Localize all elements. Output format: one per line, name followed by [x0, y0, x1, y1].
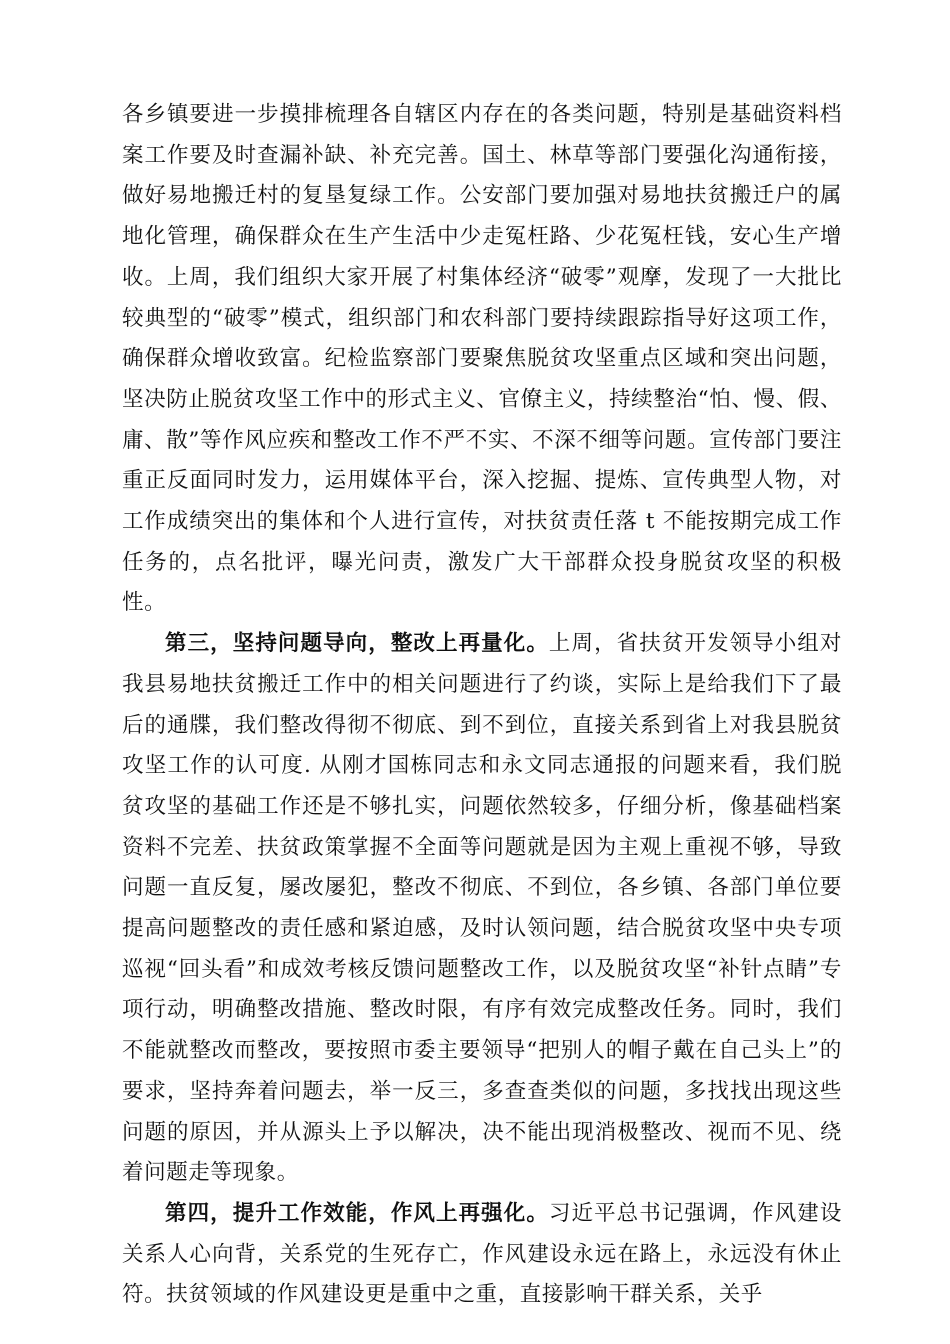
document-page	[122, 95, 842, 1316]
paragraph-point-four	[122, 1194, 842, 1316]
paragraph-continuation	[122, 95, 842, 624]
paragraph-heading: 第四，提升工作效能，作风上再强化。	[165, 1200, 549, 1226]
paragraph-text: 各乡镇要进一步摸排梳理各自辖区内存在的各类问题，特别是基础资料档案工作要及时查漏补缺、补充完善。国土、林草等部门要强化沟通衔接，做好易地搬迁村的复垦复绿工作。公安部门要加强对易地扶贫搬迁户的属地化管理，确保群众在生产生活中少走冤枉路、少花冤枉钱，安心生产增收。上周，我们组织大家开展了村集体经济“破零”观摩，发现了一大批比较典型的“破零”模式，组织部门和农科部门要持续跟踪指导好这项工作，确保群众增收致富。纪检监察部门要聚焦脱贫攻坚重点区域和突出问题，坚决防止脱贫攻坚工作中的形式主义、官僚主义，持续整治“怕、慢、假、庸、散”等作风应疾和整改工作不严不实、不深不细等问题。宣传部门要注重正反面同时发力，运用媒体平台，深入挖掘、提炼、宣传典型人物，对工作成绩突出的集体和个人进行宣传，对扶贫责任落 t 不能按期完成工作任务的，点名批评，曝光问责，激发广大干部群众投身脱贫攻坚的积极性。	[122, 102, 842, 616]
paragraph-text: 上周，省扶贫开发领导小组对我县易地扶贫搬迁工作中的相关问题进行了约谈，实际上是给我们下了最后的通牒，我们整改得彻不彻底、到不到位，直接关系到省上对我县脱贫攻坚工作的认可度. 从刚才国栋同志和永文同志通报的问题来看，我们脱贫攻坚的基础工作还是不够扎实，问题依然较多，仔细分析，像基础档案资料不完差、扶贫政策掌握不全面等问题就是因为主观上重视不够，导致问题一直反复，屡改屡犯，整改不彻底、不到位，各乡镇、各部门单位要提高问题整改的责任感和紧迫感，及时认领问题，结合脱贫攻坚中央专项巡视“回头看”和成效考核反馈问题整改工作，以及脱贫攻坚“补针点睛”专项行动，明确整改措施、整改时限，有序有效完成整改任务。同时，我们不能就整改而整改，要按照市委主要领导“把别人的帽子戴在自己头上”的要求，坚持奔着问题去，举一反三，多查查类似的问题，多找找出现这些问题的原因，并从源头上予以解决，决不能出现消极整改、视而不见、绕着问题走等现象。	[122, 631, 842, 1186]
paragraph-heading: 第三，坚持问题导向，整改上再量化。	[165, 631, 549, 657]
paragraph-text: 习近平总书记强调，作风建设关系人心向背，关系党的生死存亡，作风建设永远在路上，永远没有休止符。扶贫领域的作风建设更是重中之重，直接影响干群关系，关乎	[122, 1200, 842, 1308]
paragraph-point-three	[122, 624, 842, 1194]
